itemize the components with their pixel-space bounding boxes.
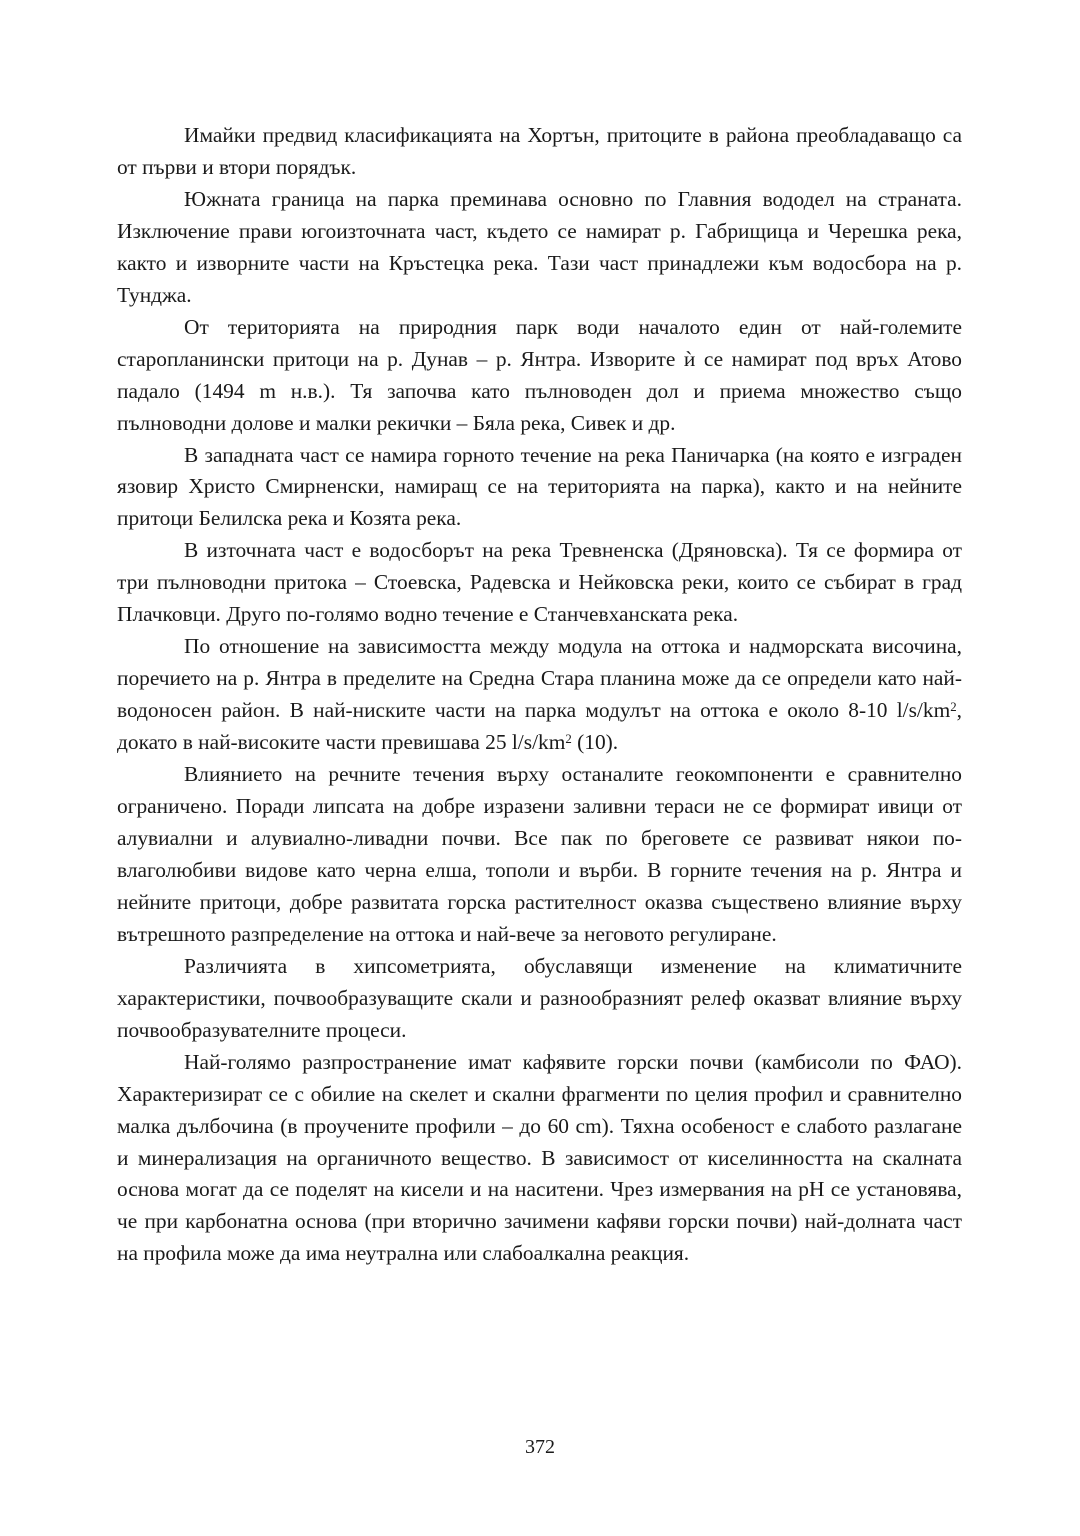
page-number: 372 xyxy=(525,1436,555,1458)
paragraph-9: Най-голямо разпространение имат кафявите горски почви (камбисоли по ФАО). Характеризират се с обилие на скелет и скални фрагменти по целия профил и сравнително малка дълбочина (в проучените профили – до 60 cm). Тяхна особеност е слабото разлагане и минерализация на органичното вещество. В зависимост от киселинността на скалната основа могат да се поделят на кисели и на наситени. Чрез измервания на pH се установява, че при карбонатна основа (при вторично зачимени кафяви горски почви) най-долната част на профила може да има неутрална или слабоалкална реакция. xyxy=(117,1049,962,1266)
paragraph-2: Южната граница на парка преминава основно по Главния вододел на страната. Изключение прави югоизточната част, където се намират р. Габрищица и Черешка река, както и изворните части на Кръстецка река. Тази част принадлежи към водосбора на р. Тунджа. xyxy=(117,186,962,307)
paragraph-4: В западната част се намира горното течение на река Паничарка (на която е изграден язовир Христо Смирненски, намиращ се на територията на парка), както и на нейните притоци Белилска река и Козята река. xyxy=(117,442,962,531)
body-text xyxy=(117,120,962,1270)
paragraph-5: В източната част е водосборът на река Тревненска (Дряновска). Тя се формира от три пълноводни притока – Стоевска, Радевска и Нейковска реки, които се събират в град Плачковци. Друго по-голямо водно течение е Станчевханската река. xyxy=(117,538,962,627)
paragraph-6-text-b: , докато в най-високите части превишава 25 l/s/​km xyxy=(117,698,962,755)
paragraph-3: От територията на природния парк води началото един от най-големите старопланински притоци на р. Дунав – р. Янтра. Изворите ѝ се намират под връх Атово падало (1494 m н.в.). Тя започва като пълноводен дол и приема множество също пълноводни долове и малки рекички – Бяла река, Сивек и др. xyxy=(117,314,962,435)
paragraph-6 xyxy=(117,631,962,759)
paragraph-6-text-a: По отношение на зависимостта между модула на оттока и надморската височина, поречието на р. Янтра в пределите на Средна Стара планина може да се определи като най-водоносен район. В най-ниските части на парка модулът на оттока е около 8-10 l/s/km xyxy=(117,634,962,723)
superscript-2: 2 xyxy=(950,700,957,715)
paragraph-1: Имайки предвид класификацията на Хортън, притоците в района преобладаващо са от първи и втори порядък. xyxy=(117,123,962,179)
superscript-2: 2 xyxy=(565,732,572,747)
paragraph-6-text-c: (10). xyxy=(571,730,619,755)
paragraph-8: Различията в хипсометрията, обуславящи изменение на климатичните характеристики, почвообразуващите скали и разнообразният релеф оказват влияние върху почвообразувателните процеси. xyxy=(117,953,962,1042)
paragraph-7: Влиянието на речните течения върху останалите геокомпоненти е сравнително ограничено. Поради липсата на добре изразени заливни тераси не се формират ивици от алувиални и алувиално-ливадни почви. Все пак по бреговете се развиват някои по-влаголюбиви видове като черна елша, тополи и върби. В горните течения на р. Янтра и нейните притоци, добре развитата горска растителност оказва съществено влияние върху вътрешното разпределение на оттока и най-вече за неговото регулиране. xyxy=(117,762,962,946)
